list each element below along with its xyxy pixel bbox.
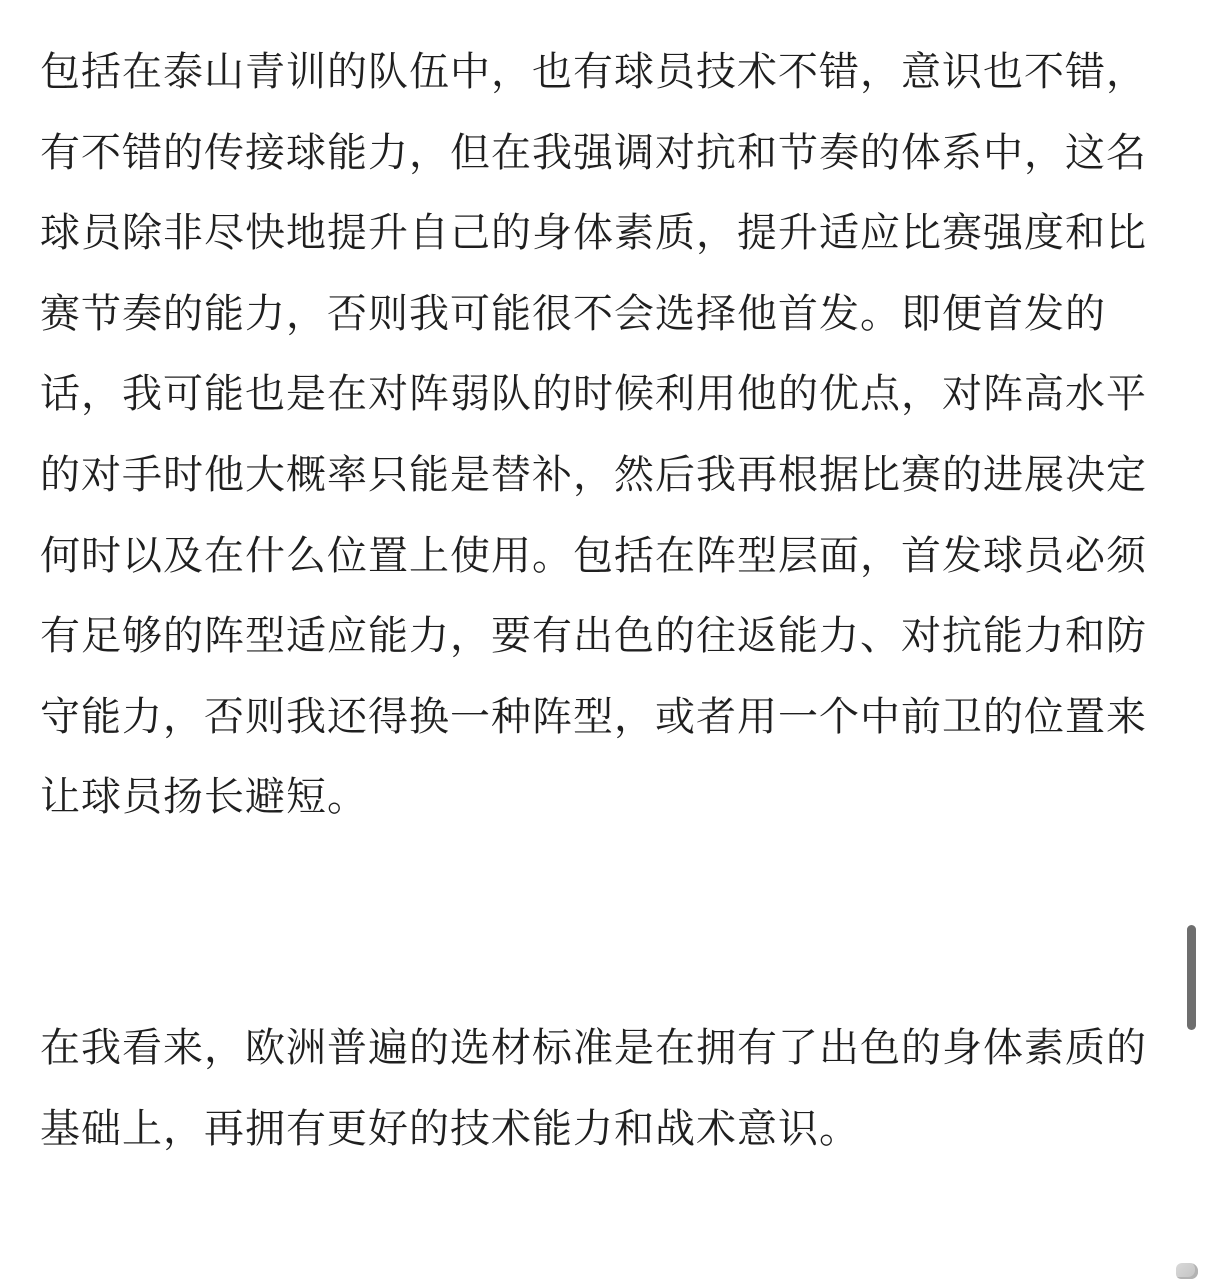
article-paragraph-1: 包括在泰山青训的队伍中，也有球员技术不错，意识也不错，有不错的传接球能力，但在我强调对抗和节奏的体系中，这名球员除非尽快地提升自己的身体素质，提升适应比赛强度和比赛节奏的能力，否则我可能很不会选择他首发。即便首发的话，我可能也是在对阵弱队的时候利用他的优点，对阵高水平的对手时他大概率只能是替补，然后我再根据比赛的进展决定何时以及在什么位置上使用。包括在阵型层面，首发球员必须有足够的阵型适应能力，要有出色的往返能力、对抗能力和防守能力，否则我还得换一种阵型，或者用一个中前卫的位置来让球员扬长避短。 [40, 49, 1147, 821]
article-paragraph-2: 在我看来，欧洲普遍的选材标准是在拥有了出色的身体素质的基础上，再拥有更好的技术能力和战术意识。 [40, 1025, 1147, 1152]
weibo-logo-icon [1176, 1263, 1198, 1279]
watermark [1176, 1263, 1198, 1279]
article-body [40, 32, 1168, 1152]
vertical-scrollbar-thumb[interactable] [1187, 925, 1196, 1030]
